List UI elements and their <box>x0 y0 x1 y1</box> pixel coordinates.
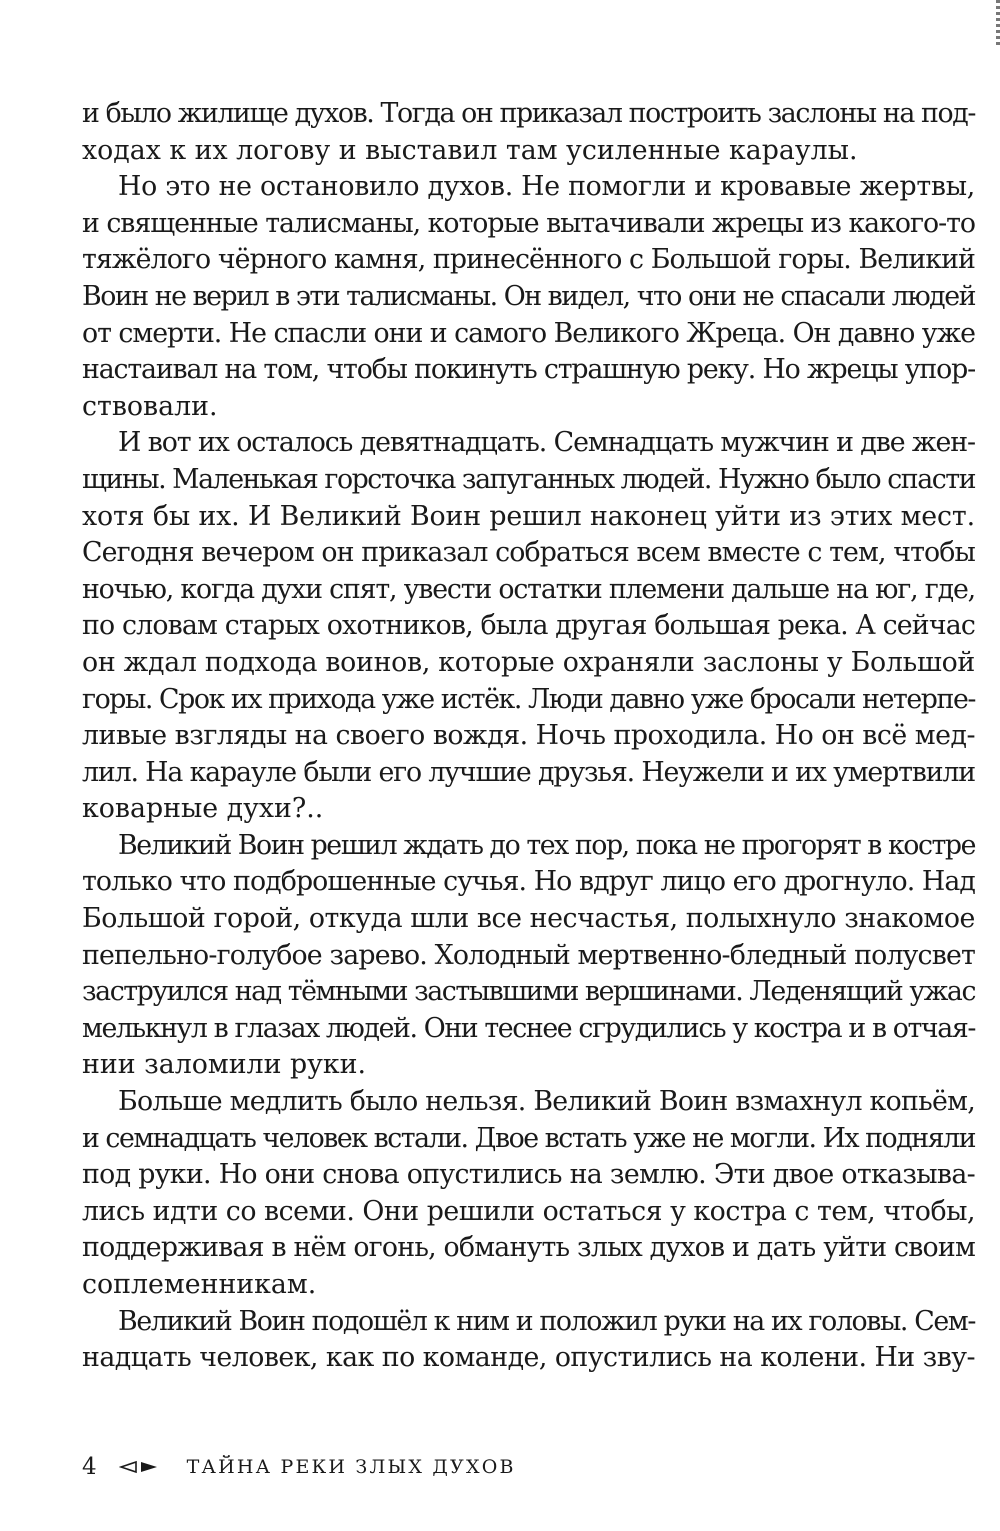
text-line: надцать человек, как по команде, опустились на колени. Ни зву- <box>82 1342 976 1374</box>
text-line: коварные духи?.. <box>82 793 324 825</box>
text-line: Воин не верил в эти талисманы. Он видел, что они не спасали людей <box>82 280 975 312</box>
paragraph <box>82 169 975 425</box>
text-line: мелькнул в глазах людей. Они теснее сгрудились у костра и в отчая- <box>82 1012 975 1044</box>
text-line: ходах к их логову и выставил там усиленные караулы. <box>82 134 858 166</box>
text-line: настаивал на том, чтобы покинуть страшную реку. Но жрецы упор- <box>82 354 975 386</box>
text-line: щины. Маленькая горсточка запуганных людей. Нужно было спасти <box>82 463 975 495</box>
paragraph <box>82 425 975 828</box>
text-line: ночью, когда духи спят, увести остатки племени дальше на юг, где, <box>82 573 975 605</box>
text-line: под руки. Но они снова опустились на землю. Эти двое отказыва- <box>82 1159 975 1191</box>
running-title: ТАЙНА РЕКИ ЗЛЫХ ДУХОВ <box>186 1456 516 1478</box>
arrows-ornament-icon <box>119 1460 159 1474</box>
text-line: Сегодня вечером он приказал собраться всем вместе с тем, чтобы <box>82 537 975 569</box>
text-line: ствовали. <box>82 390 218 422</box>
text-line: Великий Воин решил ждать до тех пор, пока не прогорят в костре <box>118 829 975 861</box>
text-line: горы. Срок их прихода уже истёк. Люди давно уже бросали нетерпе- <box>82 683 975 715</box>
text-line: по словам старых охотников, была другая большая река. А сейчас <box>82 610 975 642</box>
scan-edge-mark <box>996 0 1000 48</box>
paragraph <box>82 828 975 1084</box>
body-text <box>82 96 975 1377</box>
paragraph <box>82 1304 975 1377</box>
text-line: хотя бы их. И Великий Воин решил наконец уйти из этих мест. <box>82 500 975 532</box>
text-line: и было жилище духов. Тогда он приказал построить заслоны на под- <box>82 98 975 129</box>
paragraph <box>82 1084 975 1304</box>
text-line: нии заломили руки. <box>82 1049 366 1081</box>
text-line: от смерти. Не спасли они и самого Великого Жреца. Он давно уже <box>82 317 975 349</box>
text-line: Большой горой, откуда шли все несчастья, полыхнуло знакомое <box>82 903 975 935</box>
page-number: 4 <box>82 1454 97 1480</box>
text-line: И вот их осталось девятнадцать. Семнадцать мужчин и две жен- <box>118 427 975 459</box>
text-line: он ждал подхода воинов, которые охраняли заслоны у Большой <box>82 646 975 678</box>
text-line: ливые взгляды на своего вождя. Ночь проходила. Но он всё мед- <box>82 720 975 752</box>
text-line: тяжёлого чёрного камня, принесённого с Большой горы. Великий <box>82 244 975 276</box>
text-line: Великий Воин подошёл к ним и положил руки на их головы. Сем- <box>118 1305 975 1337</box>
text-line: лись идти со всеми. Они решили остаться у костра с тем, чтобы, <box>82 1195 975 1227</box>
text-line: заструился над тёмными застывшими вершинами. Леденящий ужас <box>82 976 975 1008</box>
text-line: пепельно-голубое зарево. Холодный мертвенно-бледный полусвет <box>82 939 975 971</box>
text-line: только что подброшенные сучья. Но вдруг лицо его дрогнуло. Над <box>82 866 975 898</box>
text-line: и семнадцать человек встали. Двое встать уже не могли. Их подняли <box>82 1122 975 1154</box>
text-line: лил. На карауле были его лучшие друзья. Неужели и их умертвили <box>82 756 975 788</box>
page-footer <box>82 1451 516 1483</box>
paragraph <box>82 96 975 169</box>
text-line: Но это не остановило духов. Не помогли и кровавые жертвы, <box>118 171 975 203</box>
text-line: и священные талисманы, которые вытачивали жрецы из какого-то <box>82 207 975 239</box>
text-line: Больше медлить было нельзя. Великий Воин взмахнул копьём, <box>118 1086 975 1118</box>
text-line: соплеменникам. <box>82 1269 317 1300</box>
text-line: поддерживая в нём огонь, обмануть злых духов и дать уйти своим <box>82 1232 975 1264</box>
